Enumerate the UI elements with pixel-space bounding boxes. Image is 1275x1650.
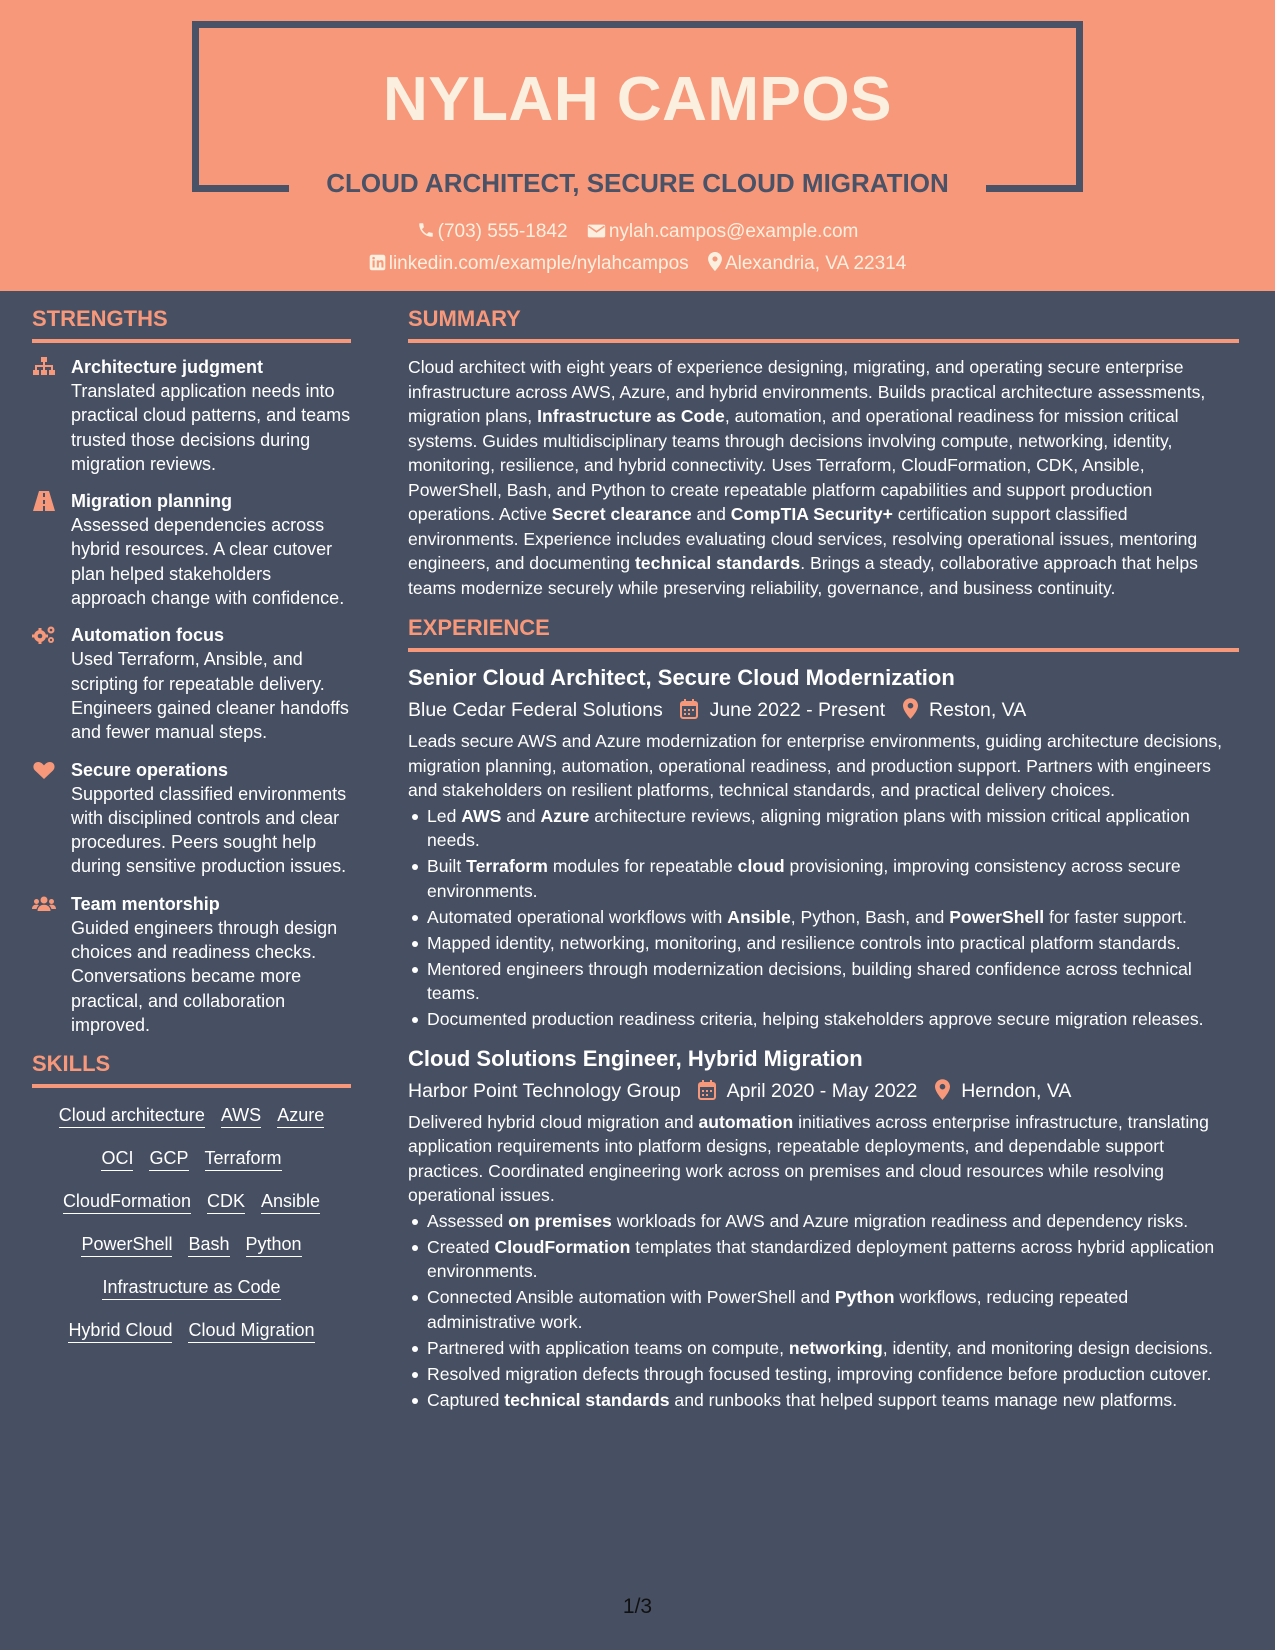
strength-title: Team mentorship	[71, 893, 220, 914]
strength-description: Guided engineers through design choices and readiness checks. Conversations became more practical, and collaboration improved.	[71, 917, 338, 1035]
bold-keyword: automation	[698, 1111, 794, 1132]
text-run: , Python, Bash, and	[790, 906, 950, 927]
text-run: , identity, and monitoring design decisions.	[882, 1337, 1213, 1358]
bold-keyword: CloudFormation	[494, 1236, 631, 1257]
job-bullet	[408, 905, 1239, 930]
bold-keyword: networking	[788, 1337, 883, 1358]
skill-tag: PowerShell	[81, 1233, 172, 1257]
linkedin-text: linkedin.com/example/nylahcampos	[388, 253, 689, 274]
bold-keyword: Azure	[540, 805, 590, 826]
text-run: Connected Ansible automation with PowerShell and	[427, 1287, 835, 1307]
calendar-icon	[698, 1080, 716, 1100]
job-dates: April 2020 - May 2022	[726, 1079, 918, 1102]
job-company: Harbor Point Technology Group	[408, 1079, 681, 1102]
text-run: and runbooks that helped support teams manage new platforms.	[669, 1389, 1178, 1410]
text-run: . Brings a steady, collaborative approach that helps teams modernize securely while preserving reliability, governance, and business continuity.	[408, 553, 1198, 598]
job-bullet	[408, 1235, 1239, 1284]
job-bullet	[408, 1362, 1239, 1387]
summary-heading: SUMMARY	[408, 305, 1239, 343]
text-run: certification support classified environments. Experience includes evaluating cloud services, resolving operational issues, mentoring engineers, and documenting	[408, 504, 1198, 573]
strength-item	[32, 623, 351, 744]
strength-item	[32, 892, 351, 1037]
sitemap-icon	[32, 357, 56, 377]
skills-row	[32, 1104, 351, 1130]
skills-row	[32, 1190, 351, 1216]
job-bullet	[408, 957, 1239, 1006]
bold-keyword: PowerShell	[949, 906, 1045, 927]
summary-text	[408, 355, 1239, 600]
contact-phone	[417, 220, 568, 244]
job-bullet	[408, 1007, 1239, 1032]
strength-item	[32, 758, 351, 879]
strengths-heading: STRENGTHS	[32, 305, 351, 343]
job-entry	[408, 1045, 1239, 1413]
text-run: for faster support.	[1044, 906, 1187, 927]
bold-keyword: Secret clearance	[551, 504, 692, 524]
text-run: and	[691, 504, 731, 524]
text-run: Mapped identity, networking, monitoring, and resilience controls into practical platform standards.	[427, 932, 1181, 953]
email-text: nylah.campos@example.com	[608, 221, 859, 242]
envelope-icon	[587, 223, 606, 239]
location-text: Alexandria, VA 22314	[724, 253, 907, 274]
text-run: Resolved migration defects through focused testing, improving confidence before production cutover.	[427, 1363, 1212, 1384]
strength-title: Secure operations	[71, 759, 229, 780]
skills-heading: SKILLS	[32, 1050, 351, 1088]
bold-keyword: technical standards	[634, 553, 801, 573]
skill-tag: Bash	[188, 1233, 229, 1257]
job-bullet	[408, 1285, 1239, 1334]
skill-tag: GCP	[149, 1147, 188, 1171]
contact-row	[0, 252, 1275, 276]
text-run: Leads secure AWS and Azure modernization for enterprise environments, guiding architecture decisions, migration planning, automation, operational readiness, and production support. Partners with engineers and stakeholders on resilient platforms, technical standards, and practical delivery choices.	[408, 731, 1222, 800]
map-marker-icon	[708, 252, 722, 271]
job-bullet	[408, 854, 1239, 903]
skill-tag: Python	[246, 1233, 302, 1257]
right-column	[408, 305, 1239, 1414]
job-bullet	[408, 804, 1239, 853]
strength-description: Translated application needs into practical cloud patterns, and teams trusted those decisions during migration reviews.	[71, 381, 351, 474]
bold-keyword: CompTIA Security+	[730, 504, 893, 524]
cogs-icon	[32, 625, 56, 645]
job-location: Herndon, VA	[961, 1079, 1072, 1102]
strength-description: Assessed dependencies across hybrid resources. A clear cutover plan helped stakeholders approach change with confidence.	[71, 515, 345, 609]
job-location: Reston, VA	[929, 699, 1027, 721]
text-run: and	[501, 805, 541, 826]
skill-tag: CDK	[207, 1190, 245, 1214]
contact-row	[0, 220, 1275, 244]
strength-item	[32, 355, 351, 476]
bold-keyword: Terraform	[466, 856, 548, 876]
strength-title: Architecture judgment	[71, 357, 264, 377]
text-run: Automated operational workflows with	[427, 906, 728, 927]
experience-heading: EXPERIENCE	[408, 614, 1239, 652]
skills-list	[32, 1100, 351, 1345]
job-meta	[408, 697, 1239, 723]
text-run: Delivered hybrid cloud migration and	[408, 1111, 699, 1132]
bold-keyword: technical standards	[504, 1389, 670, 1410]
calendar-icon	[680, 699, 698, 719]
bold-keyword: Python	[834, 1287, 895, 1307]
contact-location	[708, 252, 906, 276]
text-run: Partnered with application teams on compute,	[427, 1337, 789, 1358]
skill-tag: Cloud architecture	[59, 1104, 205, 1128]
strength-title: Automation focus	[71, 625, 224, 646]
candidate-name: NYLAH CAMPOS	[383, 65, 892, 134]
job-role: Cloud Solutions Engineer, Hybrid Migration	[408, 1045, 863, 1071]
skill-tag: Cloud Migration	[188, 1319, 314, 1343]
map-marker-icon	[903, 698, 918, 719]
text-run: Captured	[427, 1389, 505, 1410]
contact-linkedin[interactable]	[369, 252, 689, 276]
skill-tag: OCI	[101, 1147, 133, 1171]
phone-icon	[417, 221, 435, 239]
linkedin-icon	[369, 254, 386, 271]
job-bullets	[408, 1209, 1239, 1413]
text-run: Led	[427, 805, 462, 826]
road-icon	[32, 491, 56, 511]
skill-tag: CloudFormation	[63, 1190, 191, 1214]
skills-row	[32, 1233, 351, 1259]
job-company: Blue Cedar Federal Solutions	[408, 699, 663, 721]
contact-email[interactable]	[587, 220, 859, 244]
phone-text: (703) 555-1842	[437, 221, 568, 242]
skills-row	[32, 1147, 351, 1173]
job-description	[408, 1110, 1239, 1208]
bold-keyword: cloud	[737, 856, 785, 876]
strength-description: Supported classified environments with disciplined controls and clear procedures. Peers sought help during sensitive production issues.	[71, 783, 347, 877]
job-bullets	[408, 804, 1239, 1032]
frame-border	[192, 21, 1083, 28]
text-run: workflows, reducing repeated administrative work.	[427, 1287, 1129, 1332]
skill-tag: Ansible	[261, 1190, 320, 1214]
job-description	[408, 729, 1239, 803]
job-bullet	[408, 1388, 1239, 1413]
job-role: Senior Cloud Architect, Secure Cloud Modernization	[408, 665, 955, 690]
strength-title: Migration planning	[71, 491, 232, 512]
bold-keyword: on premises	[508, 1210, 612, 1231]
strength-description: Used Terraform, Ansible, and scripting for repeatable delivery. Engineers gained cleaner handoffs and fewer manual steps.	[71, 649, 349, 743]
bold-keyword: Infrastructure as Code	[537, 406, 725, 426]
text-run: modules for repeatable	[547, 856, 738, 876]
text-run: Created	[427, 1236, 495, 1257]
skill-tag: Terraform	[205, 1147, 282, 1171]
job-entry	[408, 664, 1239, 1032]
skill-tag: AWS	[221, 1104, 261, 1128]
job-bullet	[408, 1336, 1239, 1361]
text-run: architecture reviews, aligning migration plans with mission critical application needs.	[427, 805, 1190, 850]
skill-tag: Infrastructure as Code	[102, 1276, 280, 1300]
skill-tag: Azure	[277, 1104, 324, 1128]
left-column	[32, 305, 351, 1362]
map-marker-icon	[935, 1079, 950, 1100]
text-run: workloads for AWS and Azure migration readiness and dependency risks.	[611, 1210, 1189, 1231]
text-run: Assessed	[427, 1210, 509, 1231]
page-number: 1/3	[622, 1595, 653, 1618]
skills-row	[32, 1319, 351, 1345]
job-bullet	[408, 1209, 1239, 1234]
text-run: templates that standardized deployment patterns across hybrid application environments.	[427, 1236, 1215, 1281]
job-dates: June 2022 - Present	[709, 699, 886, 721]
header-banner	[0, 0, 1275, 291]
text-run: Mentored engineers through modernization decisions, building shared confidence across technical teams.	[427, 958, 1192, 1003]
bold-keyword: AWS	[461, 805, 502, 826]
text-run: Built	[427, 856, 467, 876]
bold-keyword: Ansible	[727, 906, 791, 927]
strength-item	[32, 489, 351, 610]
text-run: Cloud architect with eight years of experience designing, migrating, and operating secure enterprise infrastructure across AWS, Azure, and hybrid environments. Builds practical architecture assessments, migration plans,	[408, 357, 1206, 426]
skills-row	[32, 1276, 351, 1302]
candidate-title: CLOUD ARCHITECT, SECURE CLOUD MIGRATION	[326, 168, 949, 198]
text-run: provisioning, improving consistency across secure environments.	[427, 856, 1181, 901]
text-run: , automation, and operational readiness for mission critical systems. Guides multidisciplinary teams through decisions involving compute, networking, identity, monitoring, resilience, and hybrid connectivity. Uses Terraform, CloudFormation, CDK, Ansible, PowerShell, Bash, and Python to create repeatable platform capabilities and support production operations. Active	[408, 406, 1179, 524]
job-meta	[408, 1078, 1239, 1104]
users-icon	[32, 894, 56, 914]
text-run: initiatives across enterprise infrastructure, translating application requirements into platform designs, repeatable deployments, and dependable support practices. Coordinated engineering work across on premises and cloud resources while resolving operational issues.	[408, 1111, 1209, 1205]
heart-icon	[32, 760, 56, 780]
job-bullet	[408, 931, 1239, 956]
skill-tag: Hybrid Cloud	[68, 1319, 172, 1343]
text-run: Documented production readiness criteria, helping stakeholders approve secure migration releases.	[427, 1009, 1204, 1029]
